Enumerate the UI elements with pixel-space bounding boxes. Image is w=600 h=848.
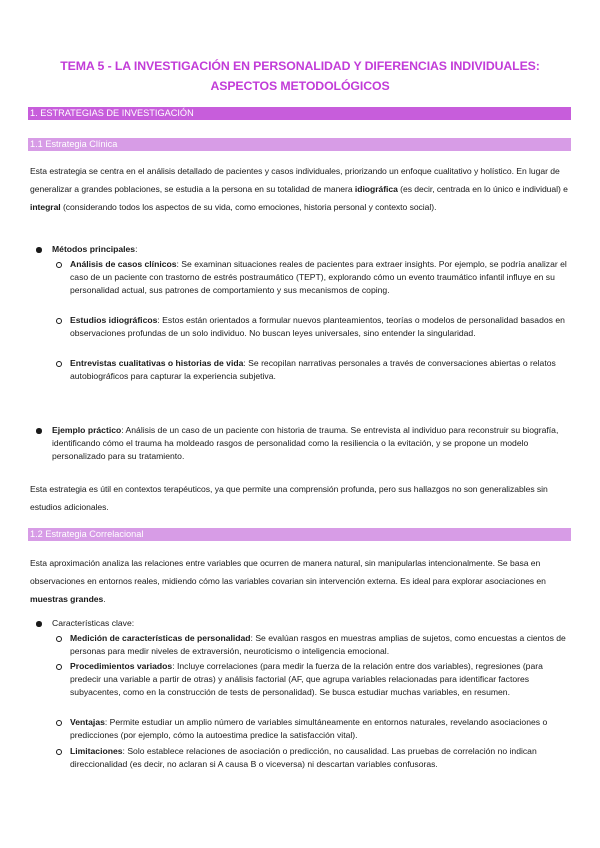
sub-bullet-procedimientos-variados: Procedimientos variados: Incluye correlaciones (para medir la fuerza de la relación entre dos variables), regresiones (para predecir una variable a partir de otras) y análisis factorial (AF, que agrupa variables relacionadas para identificar factores subyacentes, como en la construcción de tests de personalidad). Se busca estudiar muchas variables, en resumen. (70, 660, 567, 699)
circle-bullet-icon (56, 318, 62, 324)
bullet-dot-icon (36, 428, 42, 434)
bullet-metodos-principales: Métodos principales: (52, 243, 567, 256)
circle-bullet-icon (56, 636, 62, 642)
clinica-closing-paragraph: Esta estrategia es útil en contextos terapéuticos, ya que permite una comprensión profunda, pero sus hallazgos no son generalizables sin estudios adicionales. (30, 484, 548, 513)
sub-bullet-analisis-casos: Análisis de casos clínicos: Se examinan situaciones reales de pacientes para extraer insights. Por ejemplo, se podría analizar el caso de un paciente con trastorno de estrés postraumático (TEPT), explorando cómo un evento traumático infantil influye en su personalidad actual, sus patrones de comportamiento y sus mecanismos de coping. (70, 258, 567, 297)
bullet-dot-icon (36, 621, 42, 627)
correlacional-intro-paragraph: Esta aproximación analiza las relaciones entre variables que ocurren de manera natural, sin manipularlas intencionalmente. Se basa en observaciones en entornos reales, midiendo cómo las variables covarian sin intervención externa. Es ideal para explorar asociaciones en muestras grandes. (30, 558, 546, 605)
circle-bullet-icon (56, 262, 62, 268)
sub-bullet-limitaciones: Limitaciones: Solo establece relaciones de asociación o predicción, no causalidad. Las pruebas de correlación no indican direccionalidad (es decir, no aclaran si A causa B o viceversa) ni descartan variables confusoras. (70, 745, 567, 771)
bullet-caracteristicas-clave: Características clave: (52, 617, 567, 630)
circle-bullet-icon (56, 664, 62, 670)
sub-bullet-medicion-caracteristicas: Medición de características de personalidad: Se evalúan rasgos en muestras amplias de sujetos, como encuestas a cientos de personas para medir niveles de extraversión, neuroticismo o inteligencia emocional. (70, 632, 567, 658)
sub-bullet-entrevistas-cualitativas: Entrevistas cualitativas o historias de vida: Se recopilan narrativas personales a través de conversaciones abiertas o relatos autobiográficos para capturar la experiencia subjetiva. (70, 357, 567, 383)
page-title: TEMA 5 - LA INVESTIGACIÓN EN PERSONALIDAD Y DIFERENCIAS INDIVIDUALES: ASPECTOS METODOLÓGICOS (60, 59, 540, 93)
sub-bullet-estudios-idiograficos: Estudios idiográficos: Estos están orientados a formular nuevos planteamientos, teorías o modelos de personalidad basados en observaciones profundas de un solo individuo. No buscan leyes universales, sino entender la singularidad. (70, 314, 567, 340)
circle-bullet-icon (56, 361, 62, 367)
subsection-heading-correlacional: 1.2 Estrategia Correlacional (28, 528, 571, 541)
sub-bullet-ventajas: Ventajas: Permite estudiar un amplio número de variables simultáneamente en entornos naturales, revelando asociaciones o predicciones (por ejemplo, cómo la autoestima predice la satisfacción vital). (70, 716, 567, 742)
bullet-ejemplo-practico: Ejemplo práctico: Análisis de un caso de un paciente con historia de trauma. Se entrevista al individuo para reconstruir su biografía, identificando cómo el trauma ha moldeado rasgos de personalidad como la resiliencia o la evitación, y se propone un modelo personalizado para su tratamiento. (52, 424, 567, 463)
circle-bullet-icon (56, 749, 62, 755)
section-heading-estrategias: 1. ESTRATEGIAS DE INVESTIGACIÓN (28, 107, 571, 120)
clinica-intro-paragraph: Esta estrategia se centra en el análisis detallado de pacientes y casos individuales, priorizando un enfoque cualitativo y holístico. En lugar de generalizar a grandes poblaciones, se estudia a la persona en su totalidad de manera idiográfica (es decir, centrada en lo único e individual) e integral (considerando todos los aspectos de su vida, como emociones, historia personal y contexto social). (30, 166, 568, 213)
subsection-heading-clinica: 1.1 Estrategia Clínica (28, 138, 571, 151)
circle-bullet-icon (56, 720, 62, 726)
bullet-dot-icon (36, 247, 42, 253)
